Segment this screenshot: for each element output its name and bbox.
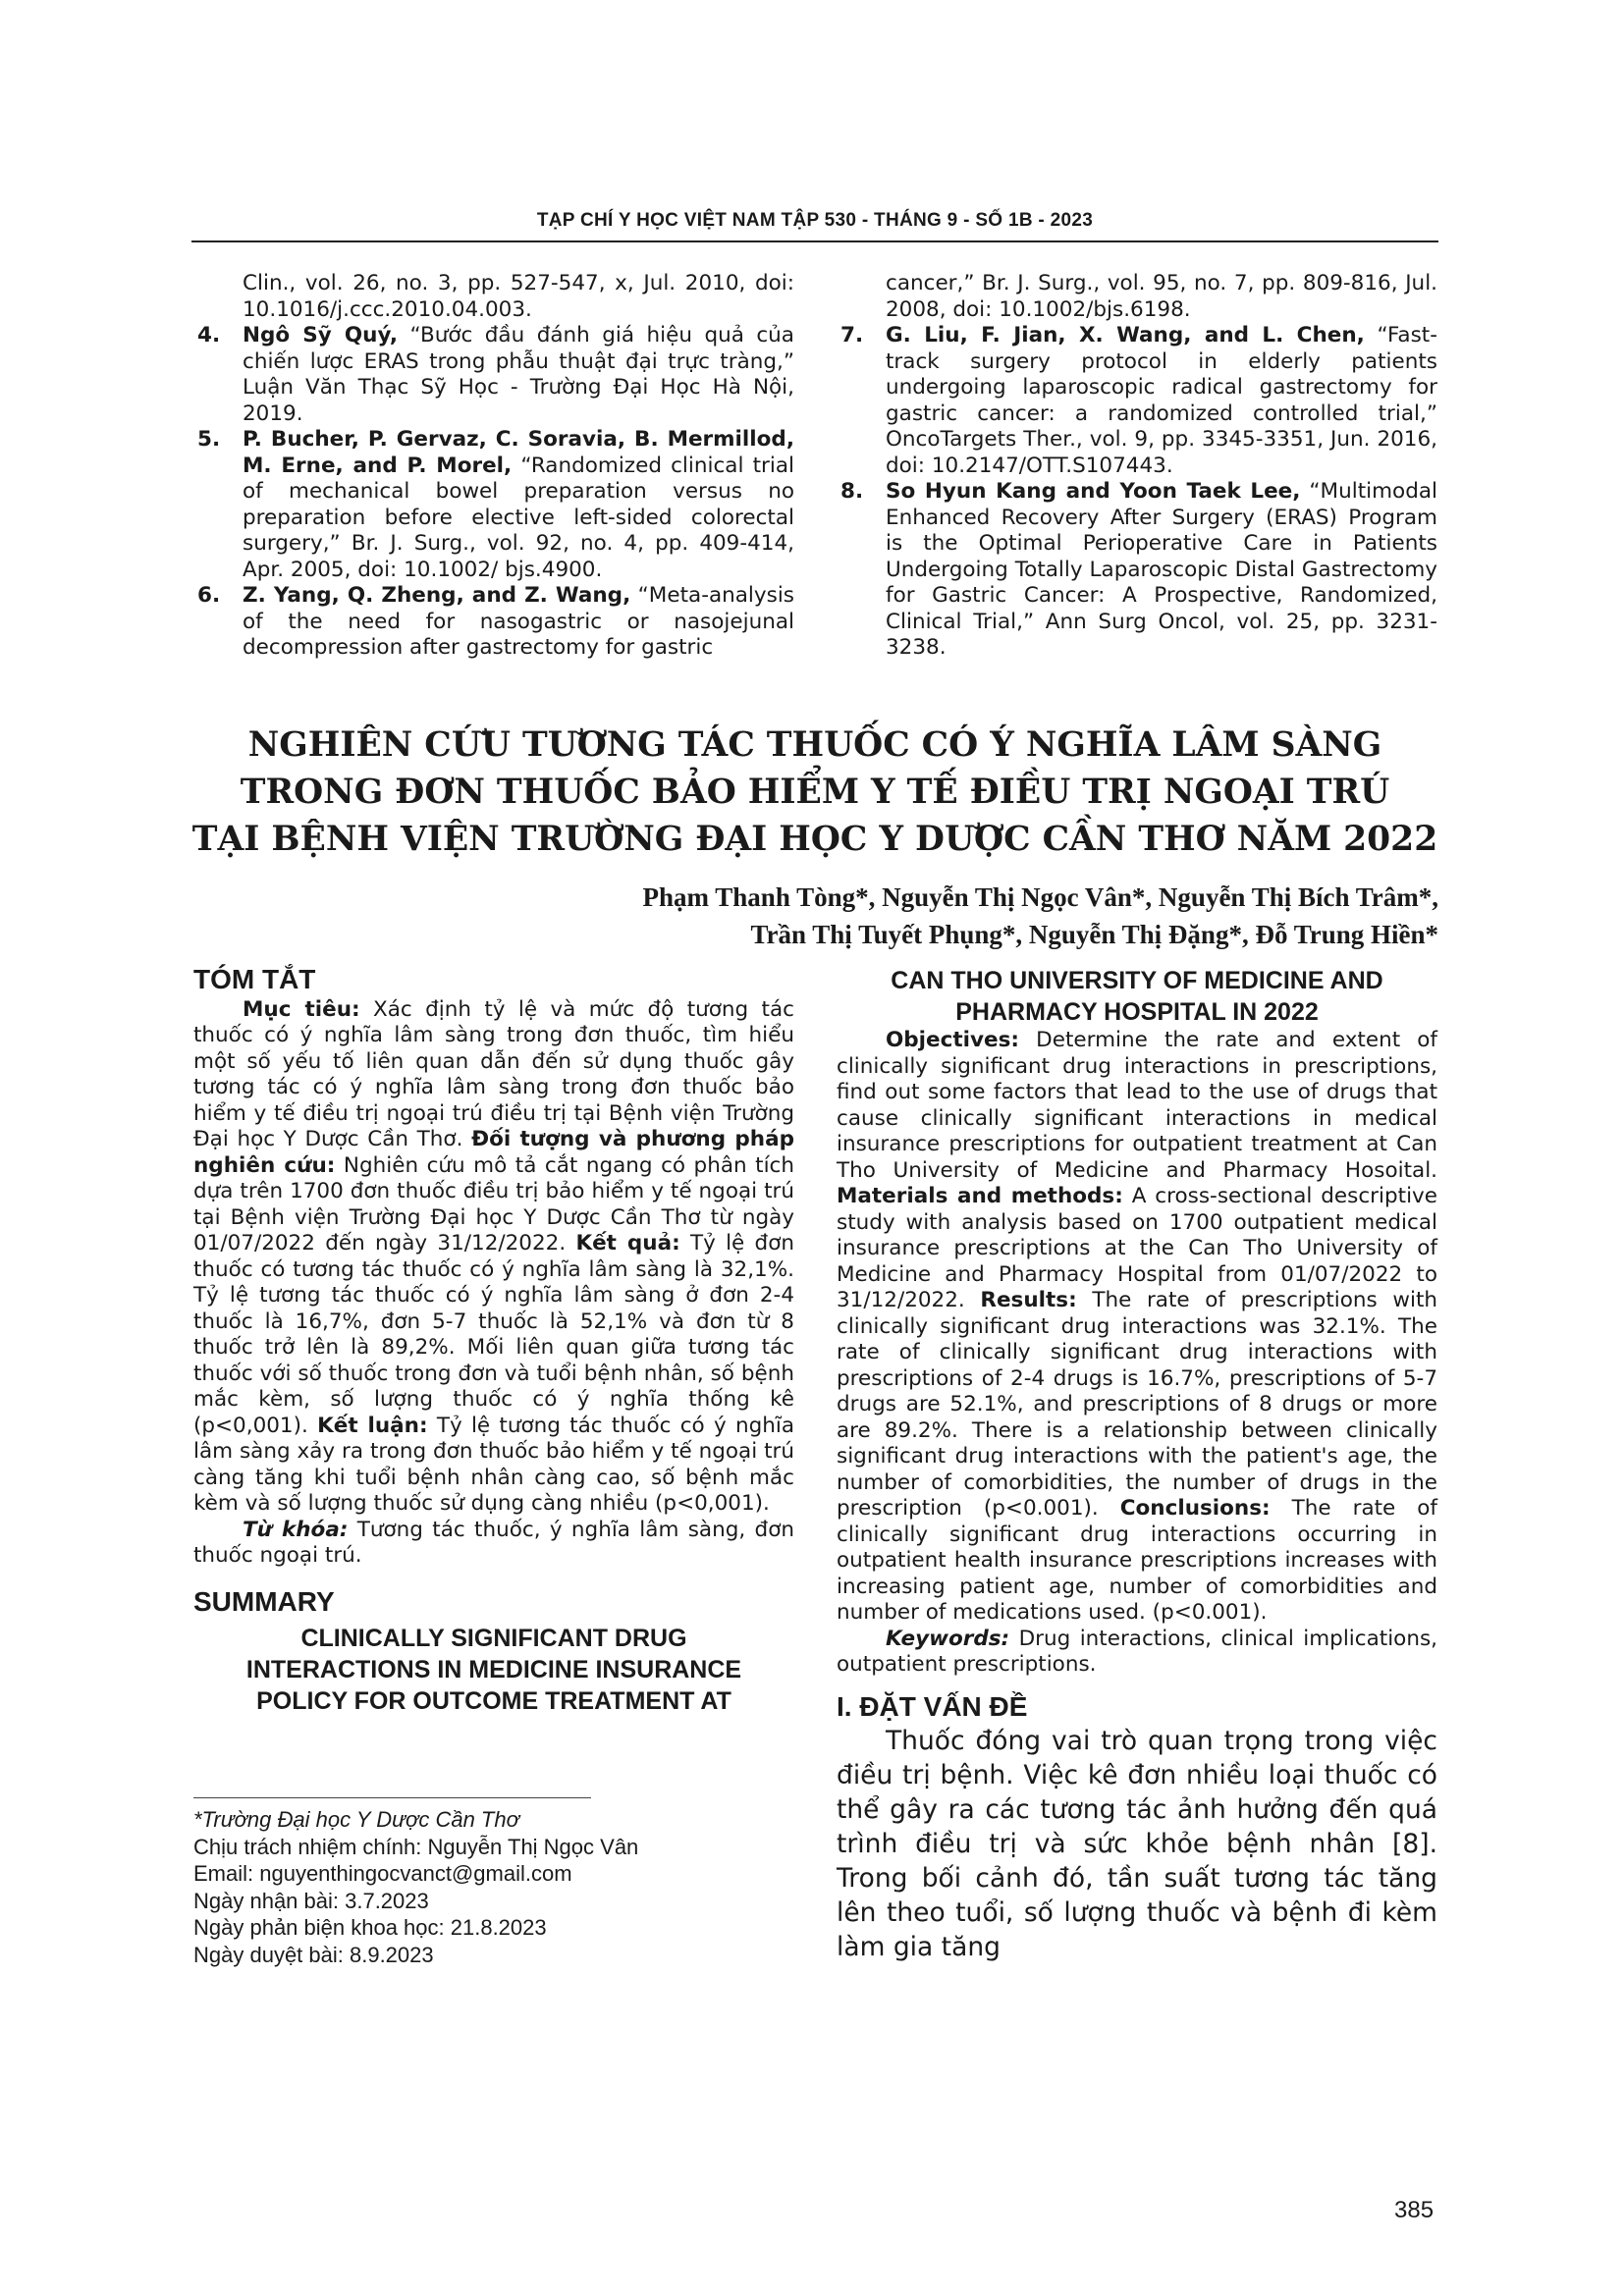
intro-heading: I. ĐẶT VẤN ĐỀ	[837, 1690, 1028, 1722]
article-title	[191, 721, 1438, 863]
footnote-email: Email: nguyenthingocvanct@gmail.com	[193, 1861, 572, 1886]
author-footnote	[193, 1806, 783, 1968]
title-line-2: TRONG ĐƠN THUỐC BẢO HIỂM Y TẾ ĐIỀU TRỊ NGOẠI TRÚ	[240, 773, 1390, 812]
reference-5: 5. P. Bucher, P. Gervaz, C. Soravia, B. Mermillod, M. Erne, and P. Morel, “Randomized clinical trial of mechanical bowel preparation versus no preparation before elective left-sided colorectal surgery,” Br. J. Surg., vol. 92, no. 4, pp. 409-414, Apr. 2005, doi: 10.1002/ bjs.4900.	[197, 427, 794, 582]
abstract-left-column	[193, 964, 794, 1717]
author-list	[324, 879, 1438, 953]
footnote-received: Ngày nhận bài: 3.7.2023	[193, 1888, 429, 1913]
header-rule	[191, 240, 1438, 242]
reference-6-continued: cancer,” Br. J. Surg., vol. 95, no. 7, pp. 809-816, Jul. 2008, doi: 10.1002/bjs.6198.	[886, 271, 1437, 322]
footnote-reviewed: Ngày phản biện khoa học: 21.8.2023	[193, 1915, 547, 1940]
reference-3-continued: Clin., vol. 26, no. 3, pp. 527-547, x, Jul. 2010, doi: 10.1016/j.ccc.2010.04.003.	[243, 271, 794, 322]
tomtat-body: Mục tiêu: Xác định tỷ lệ và mức độ tương tác thuốc có ý nghĩa lâm sàng trong đơn thuốc, tìm hiểu một số yếu tố liên quan dẫn đến sử dụng thuốc gây tương tác có ý nghĩa lâm sàng trong đơn thuốc bảo hiểm y tế điều trị ngoại trú điều trị tại Bệnh viện Trường Đại học Y Dược Cần Thơ. Đối tượng và phương pháp nghiên cứu: Nghiên cứu mô tả cắt ngang có phân tích dựa trên 1700 đơn thuốc điều trị bảo hiểm y tế ngoại trú tại Bệnh viện Trường Đại học Y Dược Cần Thơ từ ngày 01/07/2022 đến ngày 31/12/2022. Kết quả: Tỷ lệ đơn thuốc có tương tác thuốc có ý nghĩa lâm sàng là 32,1%. Tỷ lệ tương tác thuốc có ý nghĩa lâm sàng ở đơn 2-4 thuốc là 16,7%, đơn 5-7 thuốc là 52,1% và đơn từ 8 thuốc trở lên là 89,2%. Mối liên quan giữa tương tác thuốc với số thuốc trong đơn và tuổi bệnh nhân, số bệnh mắc kèm, số lượng thuốc có ý nghĩa thống kê (p<0,001). Kết luận: Tỷ lệ tương tác thuốc có ý nghĩa lâm sàng xảy ra trong đơn thuốc bảo hiểm y tế ngoại trú càng tăng khi tuổi bệnh nhân càng cao, số bệnh mắc kèm và số lượng thuốc sử dụng càng nhiều (p<0,001).	[193, 996, 794, 1516]
journal-header: TẠP CHÍ Y HỌC VIỆT NAM TẬP 530 - THÁNG 9 - SỐ 1B - 2023	[536, 210, 1094, 231]
footnote-accepted: Ngày duyệt bài: 8.9.2023	[193, 1942, 434, 1967]
authors-line-2: Trần Thị Tuyết Phụng*, Nguyễn Thị Đặng*, Đỗ Trung Hiền*	[750, 920, 1438, 949]
summary-keywords: Keywords: Drug interactions, clinical implications, outpatient prescriptions.	[837, 1626, 1437, 1677]
abstract-right-column	[837, 965, 1437, 1964]
references-right	[837, 271, 1437, 662]
summary-body: Objectives: Determine the rate and extent of clinically significant drug interactions in prescriptions, find out some factors that lead to the use of drugs that cause clinically significant interactions in medical insurance prescriptions for outpatient treatment at Can Tho University of Medicine and Pharmacy Hosoital. Materials and methods: A cross-sectional descriptive study with analysis based on 1700 outpatient medical insurance prescriptions at the Can Tho University of Medicine and Pharmacy Hospital from 01/07/2022 to 31/12/2022. Results: The rate of prescriptions with clinically significant drug interactions was 32.1%. The rate of clinically significant drug interactions with prescriptions of 2-4 drugs is 16.7%, prescriptions of 5-7 drugs are 52.1%, and prescriptions of 8 drugs or more are 89.2%. There is a relationship between clinically significant drug interactions with the patient's age, the number of comorbidities, the number of drugs in the prescription (p<0.001). Conclusions: The rate of clinically significant drug interactions occurring in outpatient health insurance prescriptions increases with increasing patient age, number of comorbidities and number of medications used. (p<0.001).	[837, 1028, 1438, 1625]
reference-6: 6. Z. Yang, Q. Zheng, and Z. Wang, “Meta-analysis of the need for nasogastric or nasojejunal decompression after gastrectomy for gastric	[197, 583, 795, 660]
tomtat-keywords: Từ khóa: Tương tác thuốc, ý nghĩa lâm sàng, đơn thuốc ngoại trú.	[193, 1517, 794, 1568]
tomtat-heading: TÓM TẮT	[193, 964, 316, 994]
authors-line-1: Phạm Thanh Tòng*, Nguyễn Thị Ngọc Vân*, Nguyễn Thị Bích Trâm*,	[642, 882, 1438, 912]
title-line-1: NGHIÊN CỨU TƯƠNG TÁC THUỐC CÓ Ý NGHĨA LÂM SÀNG	[247, 725, 1382, 765]
footnote-responsible: Chịu trách nhiệm chính: Nguyễn Thị Ngọc Vân	[193, 1834, 639, 1859]
english-title-part-2: CAN THO UNIVERSITY OF MEDICINE AND PHARMACY HOSPITAL IN 2022	[891, 967, 1383, 1026]
reference-7: 7. G. Liu, F. Jian, X. Wang, and L. Chen, “Fast-track surgery protocol in elderly patients undergoing laparoscopic radical gastrectomy for gastric cancer: a randomized controlled trial,” OncoTargets Ther., vol. 9, pp. 3345-3351, Jun. 2016, doi: 10.2147/OTT.S107443.	[840, 323, 1437, 478]
english-title-part-1: CLINICALLY SIGNIFICANT DRUG INTERACTIONS IN MEDICINE INSURANCE POLICY FOR OUTCOME TREATMENT AT	[245, 1625, 742, 1715]
intro-body: Thuốc đóng vai trò quan trọng trong việc điều trị bệnh. Việc kê đơn nhiều loại thuốc có thể gây ra các tương tác ảnh hưởng đến quá trình điều trị và sức khỏe bệnh nhân [8]. Trong bối cảnh đó, tần suất tương tác tăng lên theo tuổi, số lượng thuốc và bệnh đi kèm làm gia tăng	[837, 1726, 1437, 1962]
reference-8: 8. So Hyun Kang and Yoon Taek Lee, “Multimodal Enhanced Recovery After Surgery (ERAS) Program is the Optimal Perioperative Care in Patients Undergoing Totally Laparoscopic Distal Gastrectomy for Gastric Cancer: A Prospective, Randomized, Clinical Trial,” Ann Surg Oncol, vol. 25, pp. 3231-3238.	[840, 479, 1437, 660]
title-line-3: TẠI BỆNH VIỆN TRƯỜNG ĐẠI HỌC Y DƯỢC CẦN THƠ NĂM 2022	[191, 820, 1438, 859]
page-number: 385	[1394, 2197, 1435, 2223]
references-left	[193, 271, 794, 662]
reference-4: 4. Ngô Sỹ Quý, “Bước đầu đánh giá hiệu quả của chiến lược ERAS trong phẫu thuật đại trực tràng,” Luận Văn Thạc Sỹ Học - Trường Đại Học Hà Nội, 2019.	[197, 323, 794, 426]
summary-heading: SUMMARY	[193, 1585, 335, 1617]
footnote-affiliation: *Trường Đại học Y Dược Cần Thơ	[193, 1807, 519, 1832]
footnote-rule	[193, 1797, 591, 1798]
